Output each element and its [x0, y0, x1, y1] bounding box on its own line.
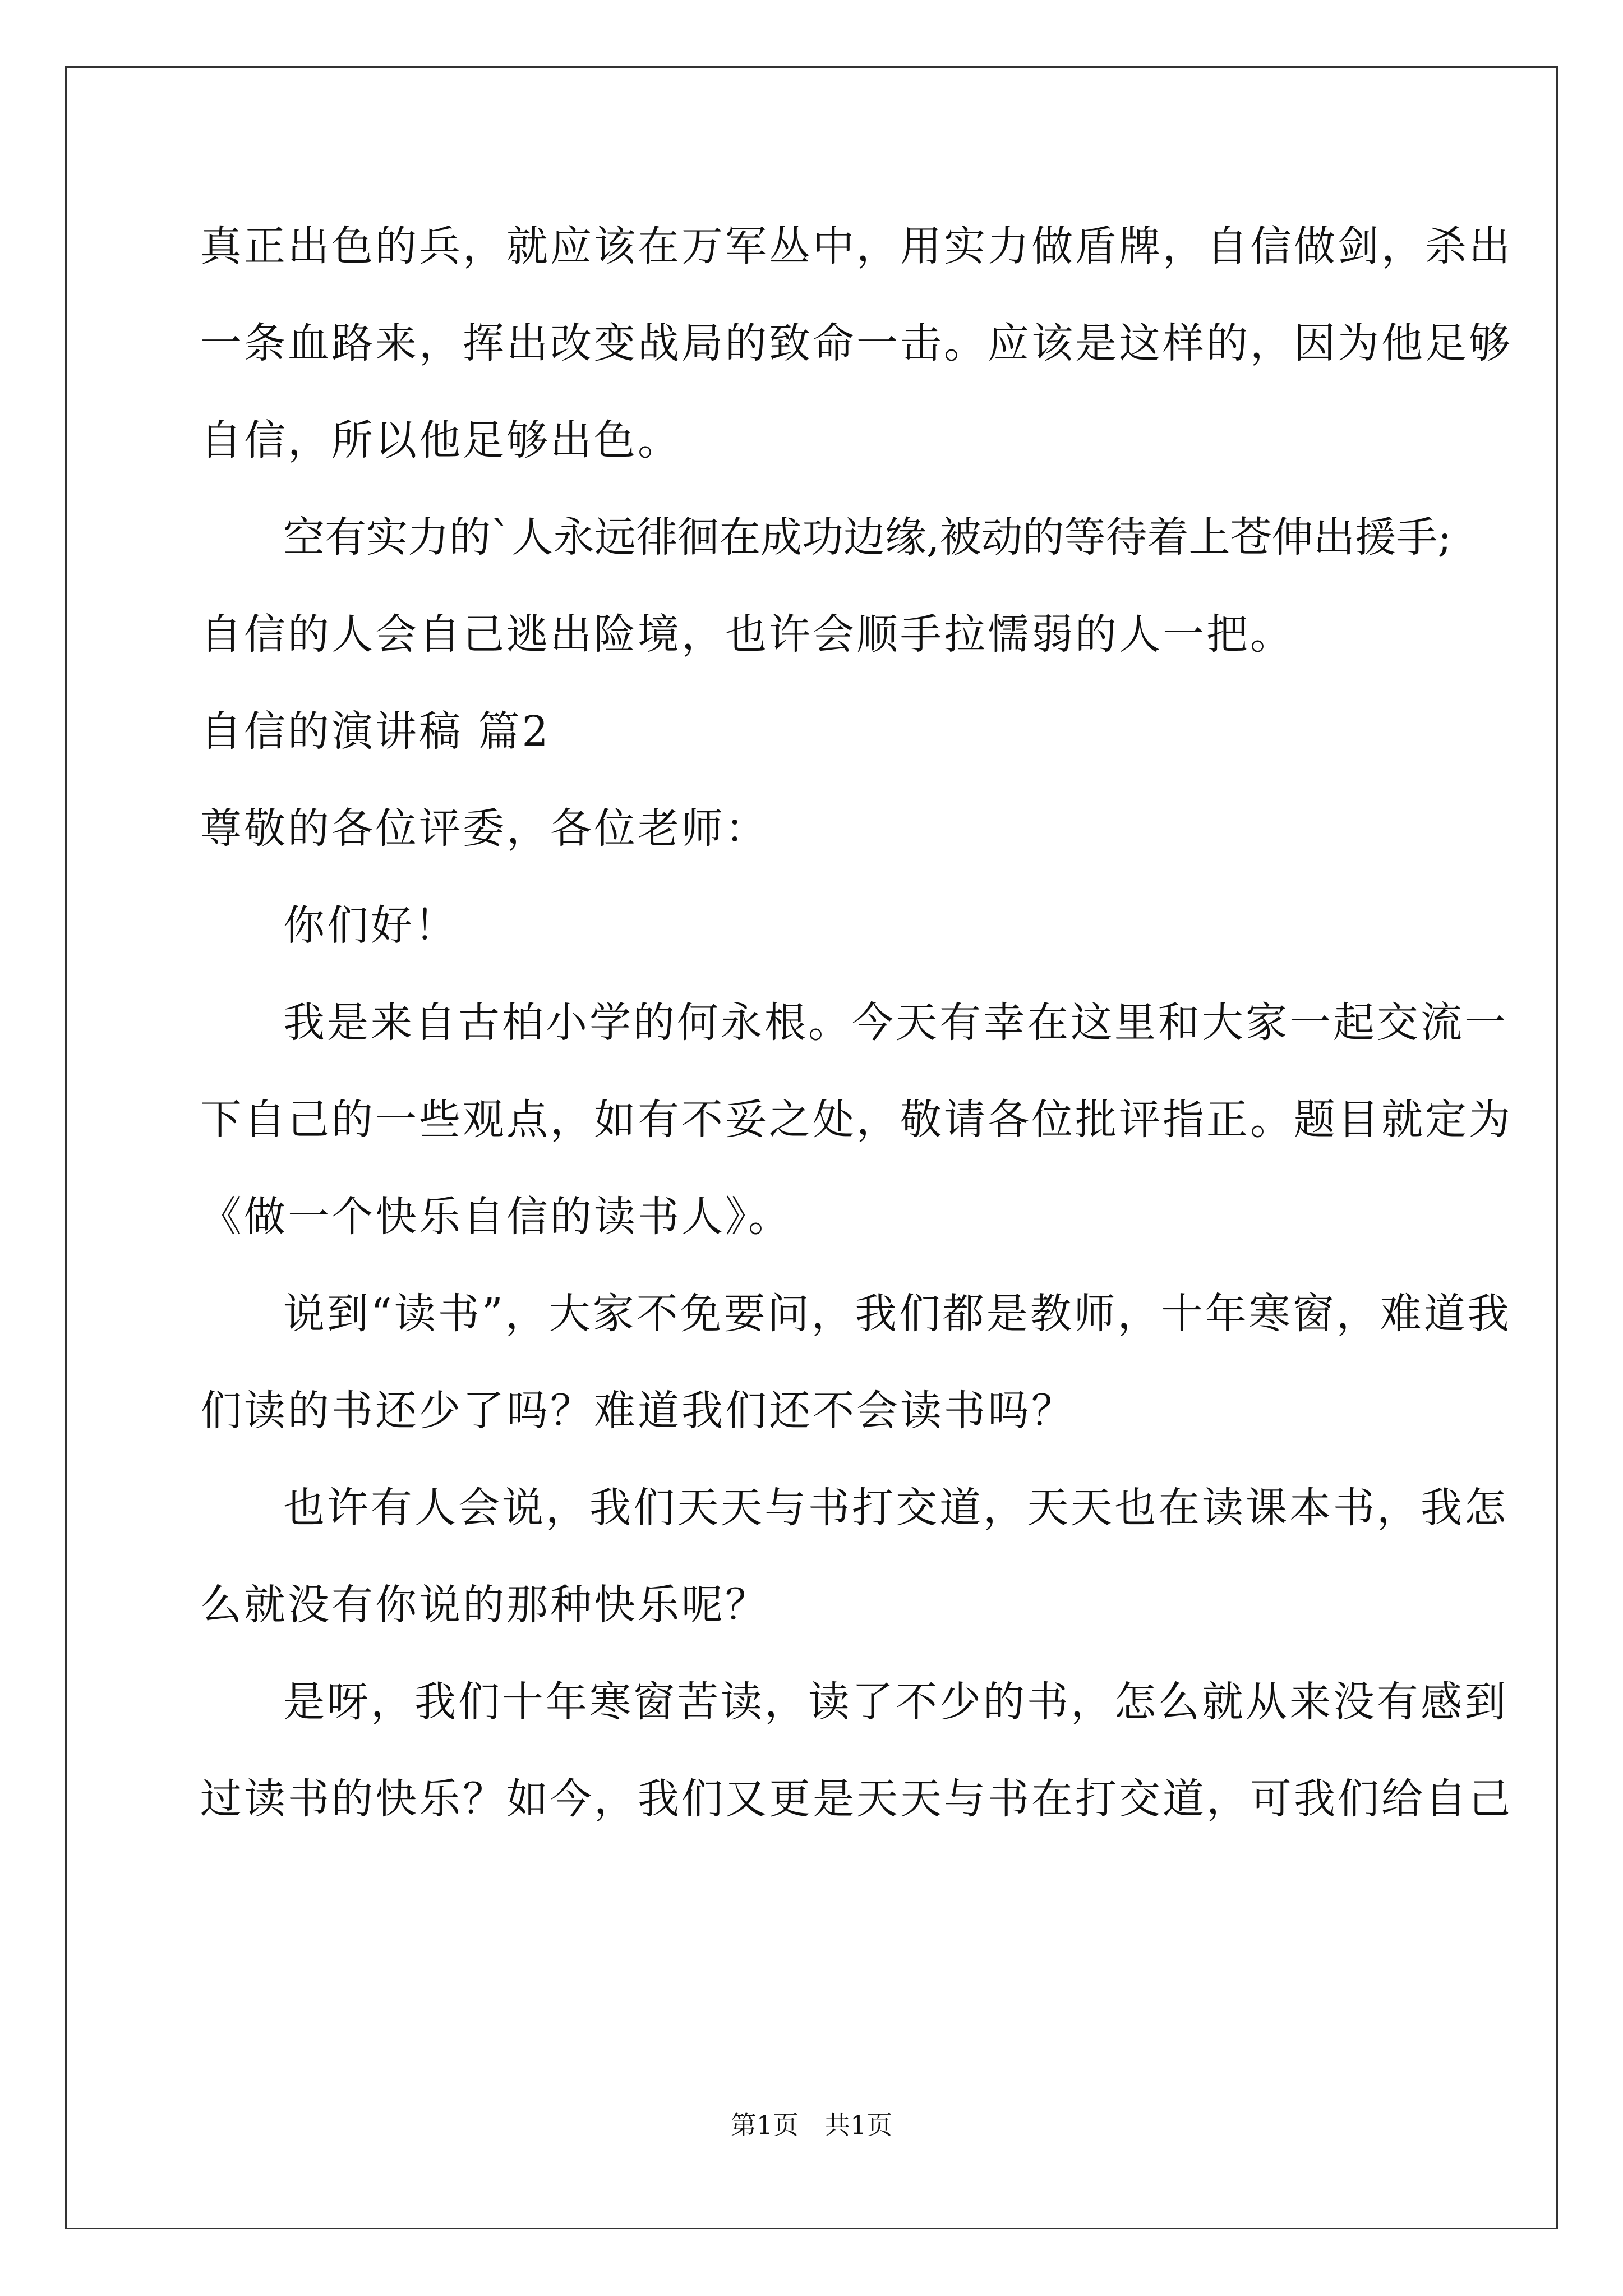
text-line-17: 过读书的快乐？如今，我们又更是天天与书在打交道，可我们给自己	[200, 1775, 1513, 1823]
text-line-11: 《做一个快乐自信的读书人》。	[200, 1193, 792, 1241]
text-line-4: 空有实力的`人永远徘徊在成功边缘,被动的等待着上苍伸出援手;	[283, 513, 1452, 562]
text-line-1: 真正出色的兵，就应该在万军丛中，用实力做盾牌，自信做剑，杀出	[200, 222, 1513, 270]
text-line-10: 下自己的一些观点，如有不妥之处，敬请各位批评指正。题目就定为	[200, 1096, 1513, 1144]
section-heading: 自信的演讲稿 篇2	[200, 707, 551, 756]
text-line-3: 自信，所以他足够出色。	[200, 416, 681, 464]
text-line-15: 么就没有你说的那种快乐呢？	[200, 1581, 769, 1629]
text-line-9: 我是来自古柏小学的何永根。今天有幸在这里和大家一起交流一	[283, 999, 1508, 1047]
greeting: 你们好！	[283, 901, 458, 950]
text-line-12: 说到“读书”，大家不免要问，我们都是教师，十年寒窗，难道我	[283, 1290, 1511, 1338]
salutation: 尊敬的各位评委，各位老师：	[200, 804, 769, 853]
text-line-2: 一条血路来，挥出改变战局的致命一击。应该是这样的，因为他足够	[200, 319, 1513, 367]
text-line-5: 自信的人会自己逃出险境，也许会顺手拉懦弱的人一把。	[200, 610, 1294, 659]
text-line-16: 是呀，我们十年寒窗苦读，读了不少的书，怎么就从来没有感到	[283, 1678, 1508, 1726]
text-line-14: 也许有人会说，我们天天与书打交道，天天也在读课本书，我怎	[283, 1484, 1508, 1532]
page-footer: 第1页 共1页	[730, 2110, 893, 2140]
text-line-13: 们读的书还少了吗？难道我们还不会读书吗？	[200, 1387, 1075, 1435]
